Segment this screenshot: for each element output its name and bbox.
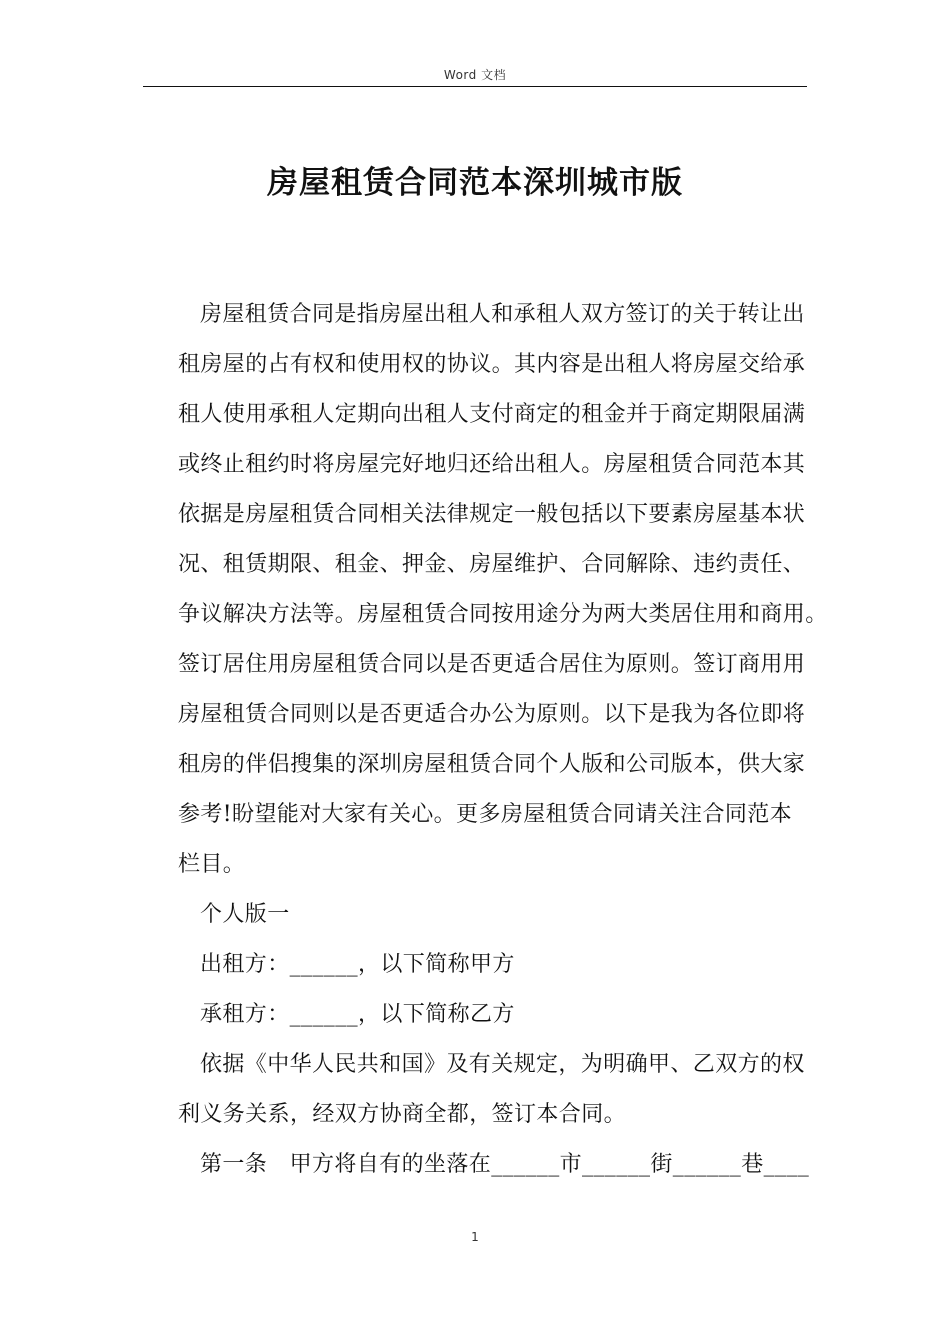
body-line: 房屋租赁合同是指房屋出租人和承租人双方签订的关于转让出 [200,302,805,327]
body-line: 租房的伴侣搜集的深圳房屋租赁合同个人版和公司版本，供大家 [178,752,806,777]
body-line: 参考!盼望能对大家有关心。更多房屋租赁合同请关注合同范本 [178,802,793,827]
page-number: 1 [471,1230,479,1244]
body-line: 况、租赁期限、租金、押金、房屋维护、合同解除、违约责任、 [178,552,806,577]
header-label: Word 文档 [443,68,507,82]
lessor-field: 出租方：______，以下简称甲方 [200,952,515,977]
body-line: 租房屋的占有权和使用权的协议。其内容是出租人将房屋交给承 [178,352,806,377]
article-one-line: 第一条 甲方将自有的坐落在______市______街______巷____ [200,1152,810,1177]
body-line: 房屋租赁合同则以是否更适合办公为原则。以下是我为各位即将 [178,702,806,727]
body-line: 争议解决方法等。房屋租赁合同按用途分为两大类居住用和商用。 [178,602,828,627]
document-body [178,290,828,1190]
section-heading-personal: 个人版一 [200,902,290,927]
body-line: 或终止租约时将房屋完好地归还给出租人。房屋租赁合同范本其 [178,452,806,477]
body-line: 利义务关系，经双方协商全都，签订本合同。 [178,1102,627,1127]
body-line: 依据是房屋租赁合同相关法律规定一般包括以下要素房屋基本状 [178,502,806,527]
body-line: 栏目。 [178,852,246,877]
header-divider [143,86,807,87]
body-line: 依据《中华人民共和国》及有关规定，为明确甲、乙双方的权 [200,1052,805,1077]
document-title: 房屋租赁合同范本深圳城市版 [267,165,683,201]
body-line: 租人使用承租人定期向出租人支付商定的租金并于商定期限届满 [178,402,806,427]
body-line: 签订居住用房屋租赁合同以是否更适合居住为原则。签订商用用 [178,652,806,677]
lessee-field: 承租方：______，以下简称乙方 [200,1002,515,1027]
